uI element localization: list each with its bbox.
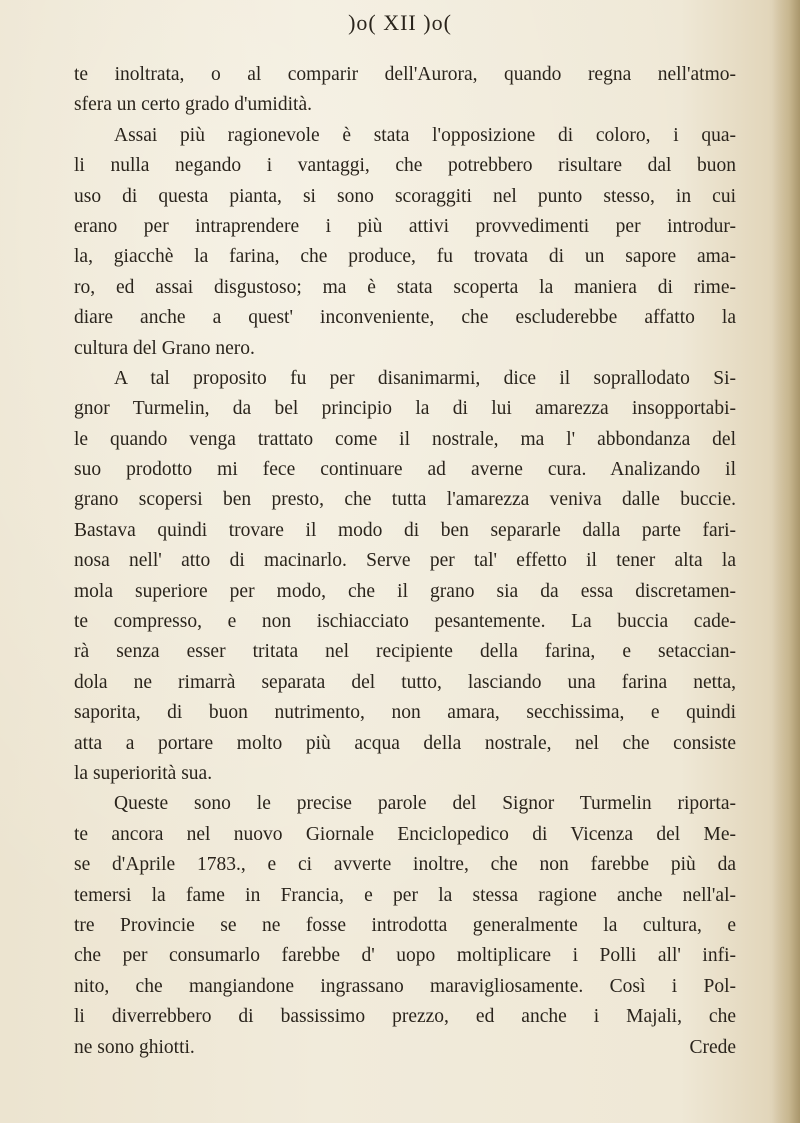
text-line-end: ne sono ghiotti.	[74, 1036, 195, 1058]
text-line: saporita, di buon nutrimento, non amara, secchissima, e quindi	[74, 702, 736, 724]
text-line: ro, ed assai disgustoso; ma è stata scoperta la maniera di rime-	[74, 276, 736, 298]
text-line: te compresso, e non ischiacciato pesantemente. La buccia cade-	[74, 611, 736, 633]
text-line: temersi la fame in Francia, e per la stessa ragione anche nell'al-	[74, 884, 736, 906]
page-edge-shadow	[772, 0, 800, 1123]
text-line: rà senza esser tritata nel recipiente della farina, e setaccian-	[74, 641, 736, 663]
paragraph-first-line: Queste sono le precise parole del Signor Turmelin riporta-	[114, 793, 736, 815]
text-line: li diverrebbero di bassissimo prezzo, ed anche i Majali, che	[74, 1006, 736, 1028]
text-line: la superiorità sua.	[74, 762, 213, 784]
text-line: atta a portare molto più acqua della nostrale, nel che consiste	[74, 732, 736, 754]
running-header: )o( XII )o(	[348, 10, 452, 35]
text-line: cultura del Grano nero.	[74, 337, 255, 359]
text-line: che per consumarlo farebbe d' uopo moltiplicare i Polli all' infi-	[74, 945, 736, 967]
text-line: nosa nell' atto di macinarlo. Serve per tal' effetto il tener alta la	[74, 550, 736, 572]
text-line: mola superiore per modo, che il grano sia da essa discretamen-	[74, 580, 736, 602]
paragraph-first-line: Assai più ragionevole è stata l'opposizione di coloro, i qua-	[114, 124, 736, 146]
catchword: Crede	[689, 1036, 736, 1058]
text-line: Bastava quindi trovare il modo di ben separarle dalla parte fari-	[74, 519, 736, 541]
text-line: le quando venga trattato come il nostrale, ma l' abbondanza del	[74, 428, 736, 450]
text-line: li nulla negando i vantaggi, che potrebbero risultare dal buon	[74, 155, 736, 177]
final-line	[74, 1033, 736, 1063]
text-line: tre Provincie se ne fosse introdotta generalmente la cultura, e	[74, 914, 736, 936]
text-line: grano scopersi ben presto, che tutta l'amarezza veniva dalle buccie.	[74, 489, 736, 511]
text-line: la, giacchè la farina, che produce, fu trovata di un sapore ama-	[74, 246, 736, 268]
text-line: sfera un certo grado d'umidità.	[74, 94, 312, 116]
text-line: se d'Aprile 1783., e ci avverte inoltre, che non farebbe più da	[74, 854, 736, 876]
text-line: te inoltrata, o al comparir dell'Aurora, quando regna nell'atmo-	[74, 64, 736, 85]
body-text	[74, 60, 736, 1063]
text-line: diare anche a quest' inconveniente, che escluderebbe affatto la	[74, 307, 736, 329]
text-line: erano per intraprendere i più attivi provvedimenti per introdur-	[74, 215, 736, 237]
text-line: gnor Turmelin, da bel principio la di lui amarezza insopportabi-	[74, 398, 736, 420]
text-line: dola ne rimarrà separata del tutto, lasciando una farina netta,	[74, 671, 736, 693]
text-line: nito, che mangiandone ingrassano maravigliosamente. Così i Pol-	[74, 975, 736, 997]
paragraph-first-line: A tal proposito fu per disanimarmi, dice il soprallodato Si-	[114, 367, 736, 389]
text-line: te ancora nel nuovo Giornale Enciclopedico di Vicenza del Me-	[74, 823, 736, 845]
text-line: uso di questa pianta, si sono scoraggiti nel punto stesso, in cui	[74, 185, 736, 207]
text-line: suo prodotto mi fece continuare ad averne cura. Analizando il	[74, 459, 736, 481]
